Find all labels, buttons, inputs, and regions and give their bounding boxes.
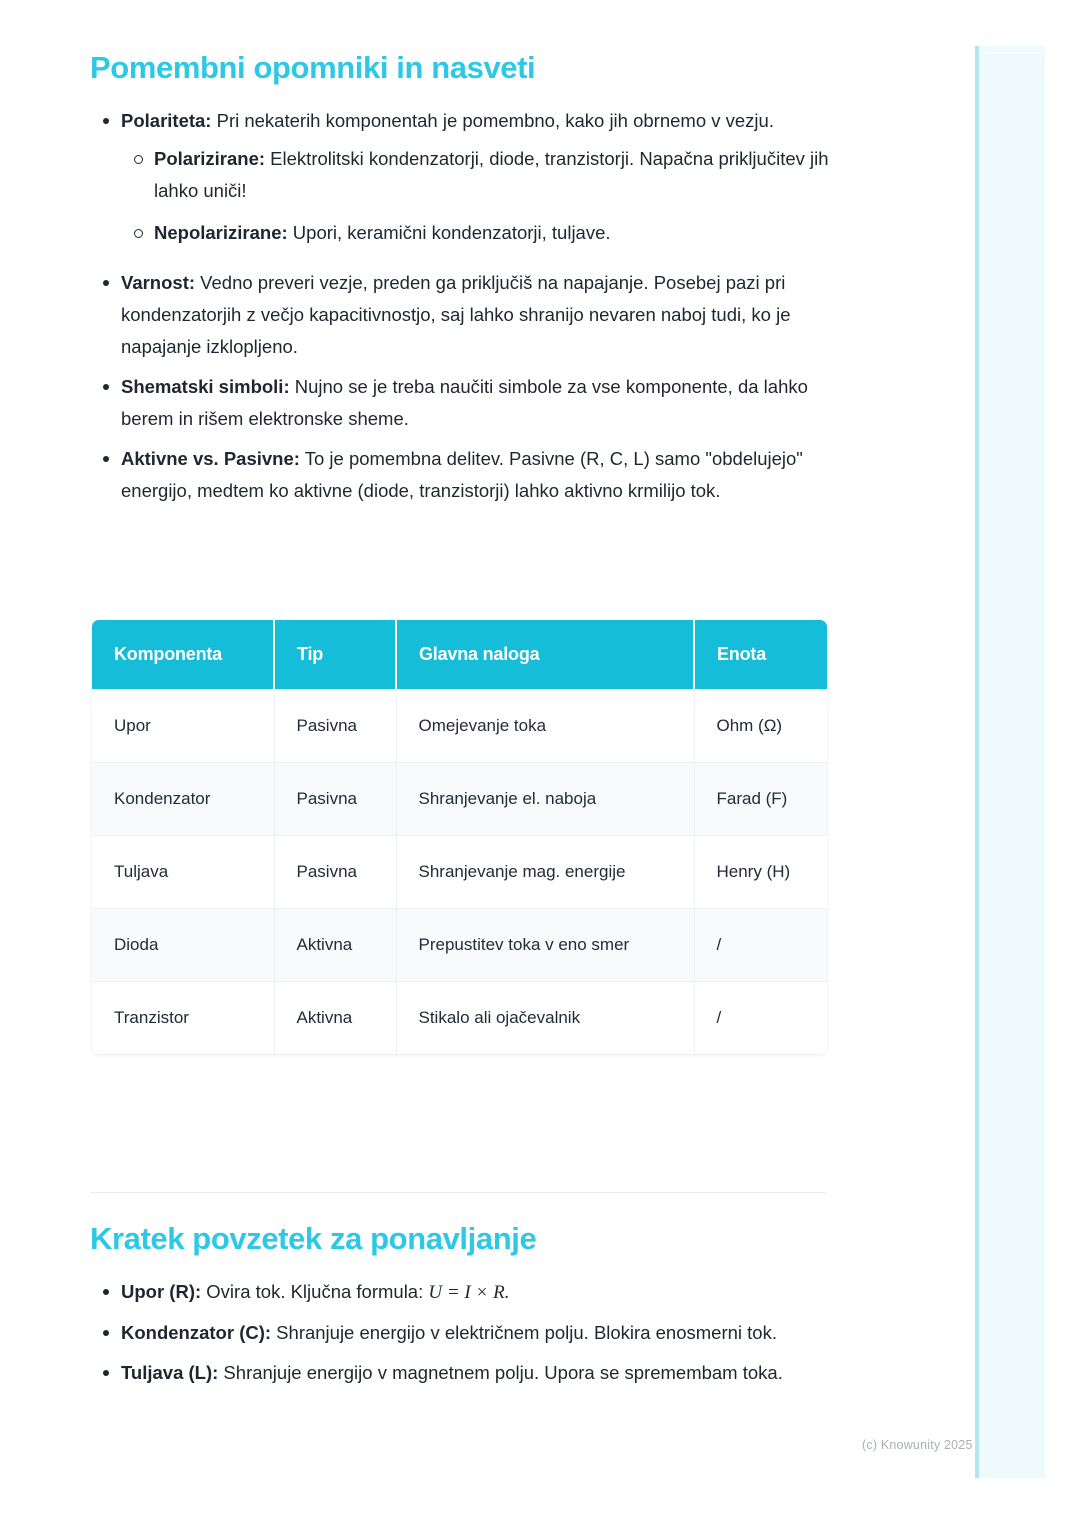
table-header-row <box>92 620 827 690</box>
list-item-lead: Upor (R): <box>121 1281 202 1302</box>
sub-list-item-text: Elektrolitski kondenzatorji, diode, tranzistorji. Napačna priključitev jih lahko uniči! <box>154 148 829 201</box>
table-row <box>92 982 827 1055</box>
list-item <box>90 1276 850 1309</box>
sub-list-item <box>121 217 850 249</box>
list-item-lead: Polariteta: <box>121 110 212 131</box>
cell-tip: Pasivna <box>274 836 396 909</box>
list-item-text: Vedno preveri vezje, preden ga priključiš na napajanje. Posebej pazi pri kondenzatorjih z večjo kapacitivnostjo, saj lahko shranijo nevaren naboj tudi, ko je napajanje izklopljeno. <box>121 272 791 357</box>
table-row <box>92 763 827 836</box>
cell-komponenta: Dioda <box>92 909 274 982</box>
list-item <box>90 1317 850 1349</box>
table-row <box>92 836 827 909</box>
cell-tip: Pasivna <box>274 690 396 763</box>
cell-naloga: Omejevanje toka <box>396 690 694 763</box>
list-item-lead: Kondenzator (C): <box>121 1322 272 1343</box>
list-item-text: Pri nekaterih komponentah je pomembno, kako jih obrnemo v vezju. <box>211 110 774 131</box>
cell-enota: Ohm (Ω) <box>694 690 827 763</box>
table-row <box>92 909 827 982</box>
cell-naloga: Shranjevanje mag. energije <box>396 836 694 909</box>
page-title-summary: Kratek povzetek za ponavljanje <box>90 1221 537 1256</box>
list-item-text: Shranjuje energijo v električnem polju. Blokira enosmerni tok. <box>271 1322 777 1343</box>
cell-enota: / <box>694 909 827 982</box>
cell-tip: Aktivna <box>274 909 396 982</box>
sub-list-item-text: Upori, keramični kondenzatorji, tuljave. <box>287 222 611 243</box>
list-item-lead: Aktivne vs. Pasivne: <box>121 448 300 469</box>
table-head <box>92 620 827 690</box>
list-item-text: Nujno se je treba naučiti simbole za vse komponente, da lahko berem in rišem elektronske sheme. <box>121 376 808 429</box>
cell-naloga: Prepustitev toka v eno smer <box>396 909 694 982</box>
list-item <box>90 371 850 435</box>
section-divider <box>90 1192 826 1193</box>
cell-komponenta: Tuljava <box>92 836 274 909</box>
list-item-lead: Varnost: <box>121 272 196 293</box>
cell-tip: Aktivna <box>274 982 396 1055</box>
tips-sub-list <box>121 143 850 249</box>
table-body <box>92 690 827 1055</box>
column-header-naloga: Glavna naloga <box>396 620 694 690</box>
tips-bullet-list <box>90 105 850 515</box>
summary-bullet-list <box>90 1276 850 1397</box>
cell-enota: Farad (F) <box>694 763 827 836</box>
list-item-text: To je pomembna delitev. Pasivne (R, C, L) samo "obdelujejo" energijo, medtem ko aktivne (diode, tranzistorji) lahko aktivno krmilijo tok. <box>121 448 803 501</box>
list-item <box>90 105 850 249</box>
page-title-tips: Pomembni opomniki in nasveti <box>90 50 536 85</box>
column-header-tip: Tip <box>274 620 396 690</box>
cell-naloga: Stikalo ali ojačevalnik <box>396 982 694 1055</box>
cell-naloga: Shranjevanje el. naboja <box>396 763 694 836</box>
cell-komponenta: Tranzistor <box>92 982 274 1055</box>
column-header-enota: Enota <box>694 620 827 690</box>
cell-komponenta: Kondenzator <box>92 763 274 836</box>
list-item-text: Shranjuje energijo v magnetnem polju. Upora se spremembam toka. <box>218 1362 783 1383</box>
cell-tip: Pasivna <box>274 763 396 836</box>
list-item-text: Ovira tok. Ključna formula: <box>201 1281 429 1302</box>
list-item <box>90 1357 850 1389</box>
cell-komponenta: Upor <box>92 690 274 763</box>
formula-ohms-law: U = I × R. <box>428 1282 510 1303</box>
list-item-lead: Tuljava (L): <box>121 1362 219 1383</box>
list-item <box>90 267 850 363</box>
cell-enota: Henry (H) <box>694 836 827 909</box>
copyright-watermark: (c) Knowunity 2025 <box>862 1438 973 1452</box>
sub-list-item-lead: Nepolarizirane: <box>154 222 288 243</box>
components-table <box>92 620 827 1054</box>
table-row <box>92 690 827 763</box>
cell-enota: / <box>694 982 827 1055</box>
sub-list-item <box>121 143 850 207</box>
list-item <box>90 443 850 507</box>
page-edge-panel <box>975 46 1045 1478</box>
sub-list-item-lead: Polarizirane: <box>154 148 266 169</box>
list-item-lead: Shematski simboli: <box>121 376 290 397</box>
column-header-komponenta: Komponenta <box>92 620 274 690</box>
components-table-container <box>92 620 827 1054</box>
panel-highlight-line <box>979 52 1045 54</box>
